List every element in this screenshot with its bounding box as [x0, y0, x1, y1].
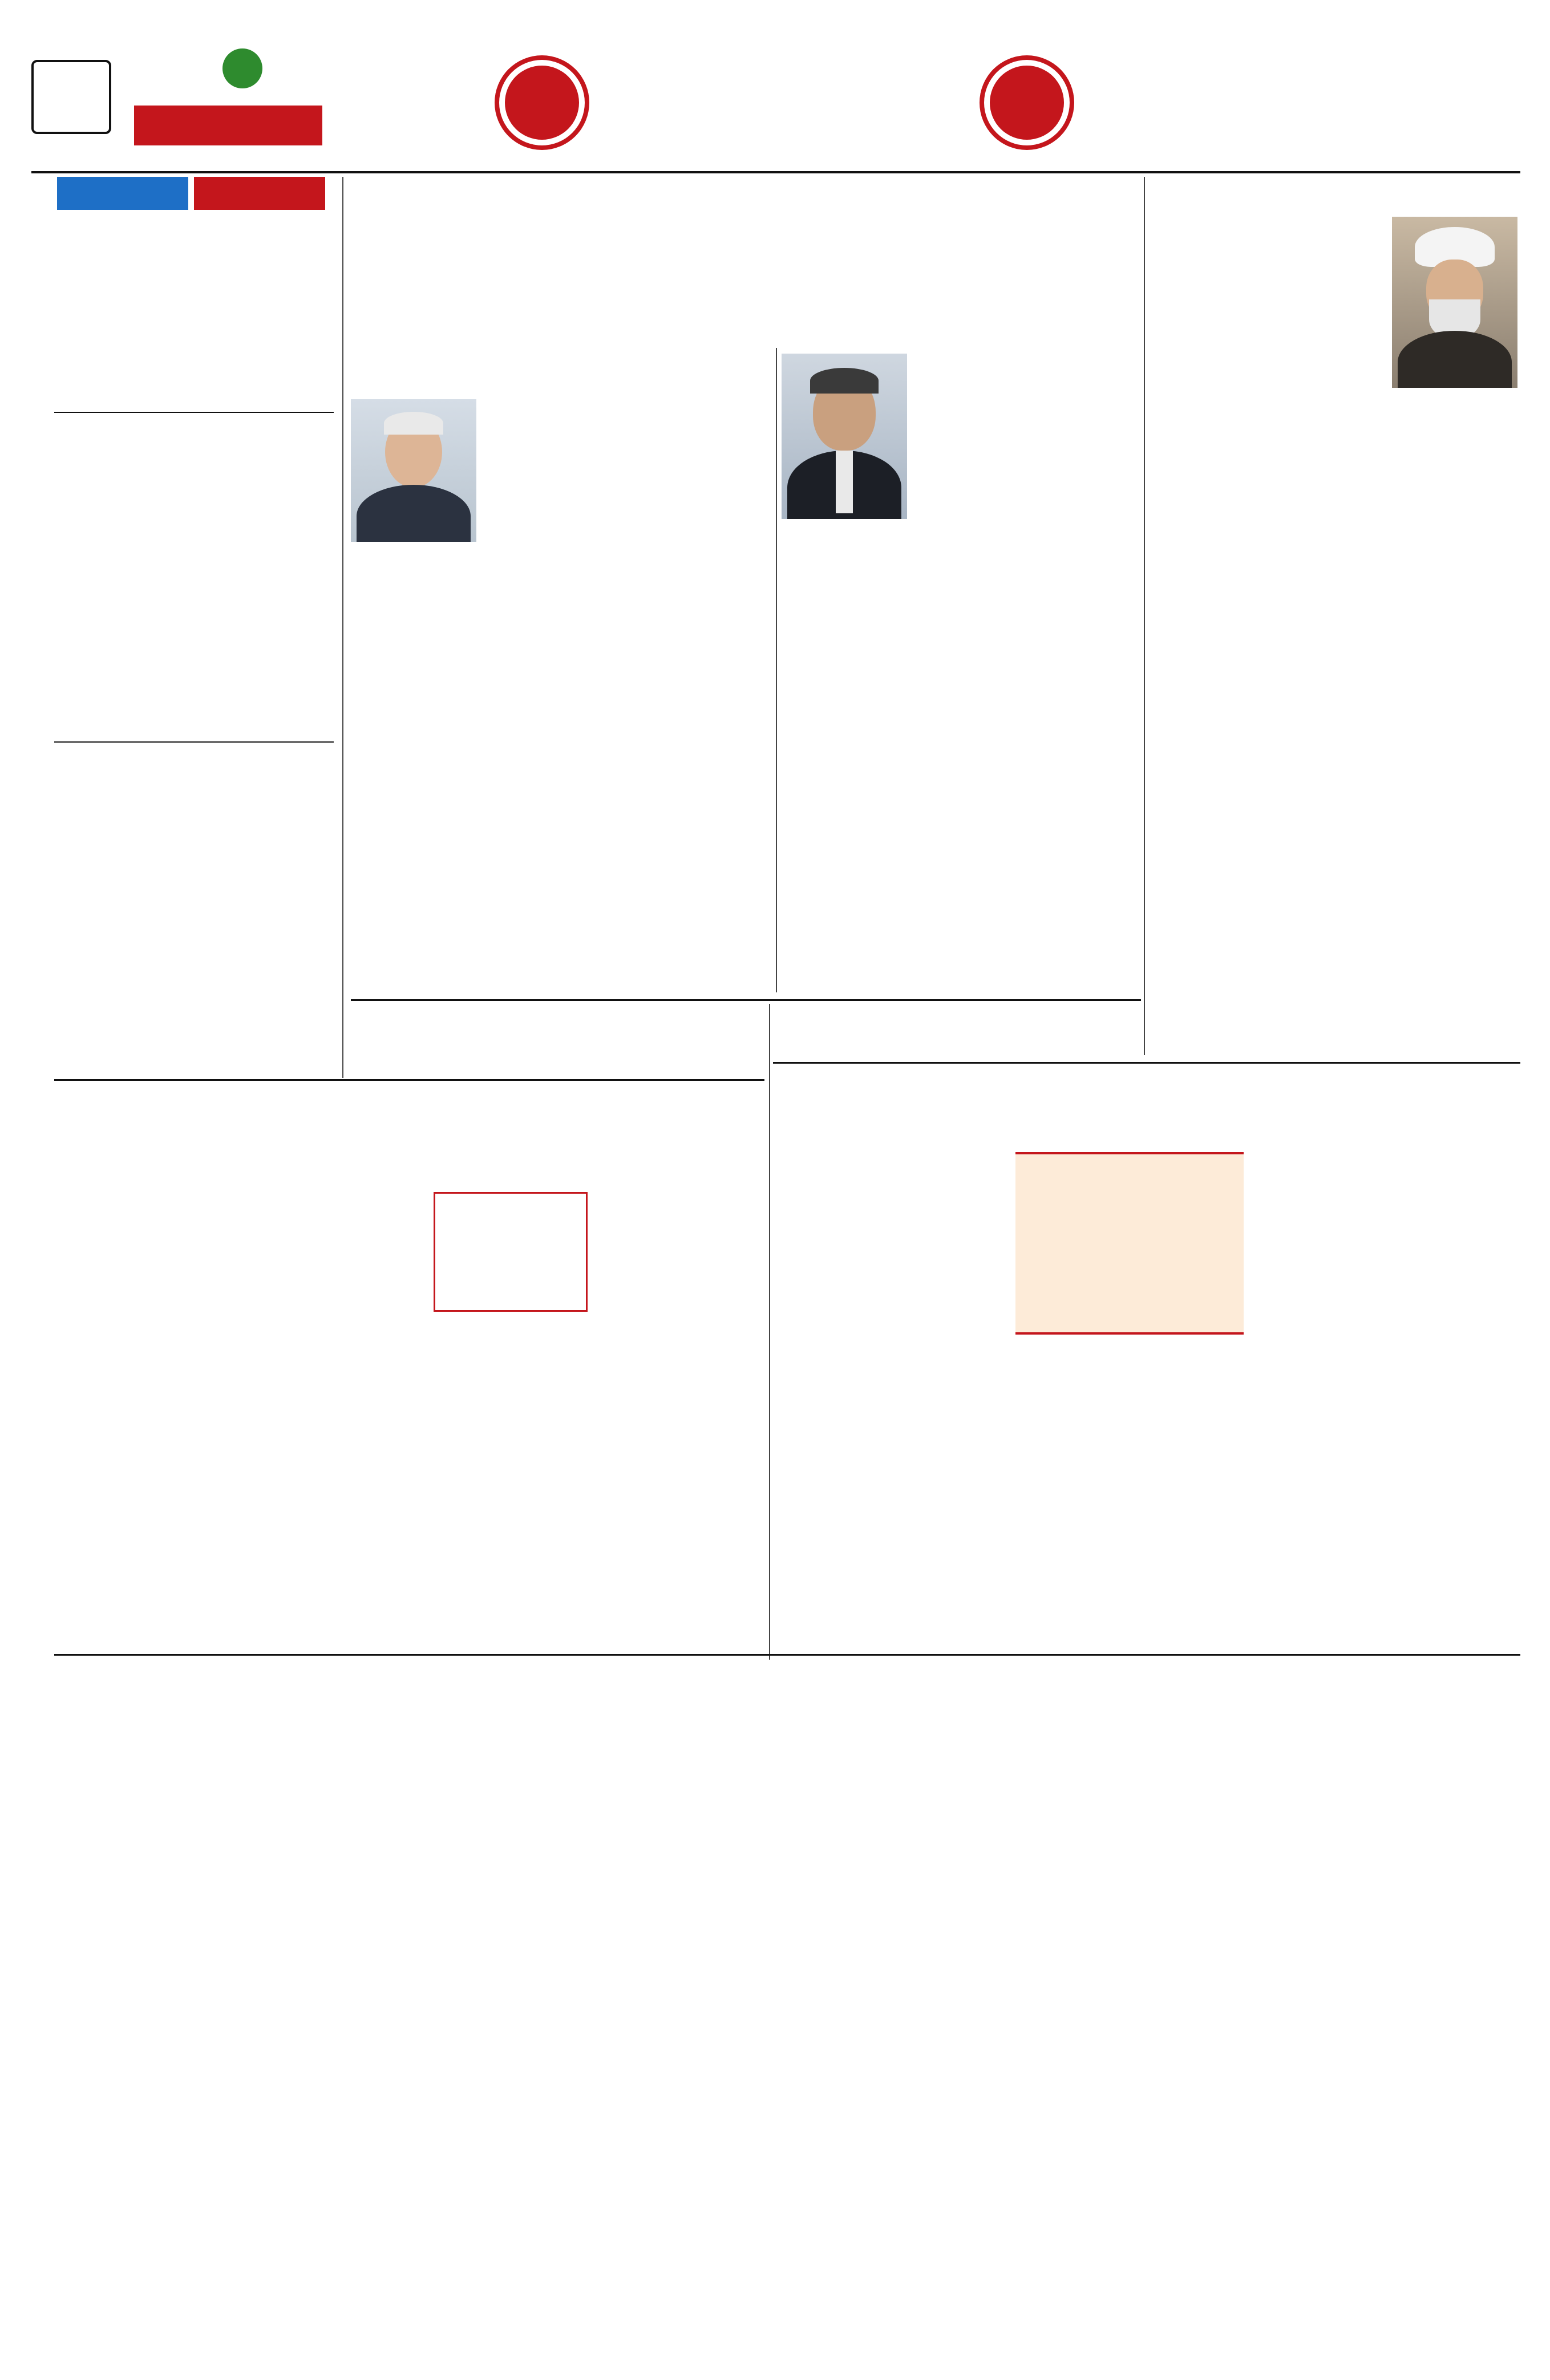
column-rule [776, 348, 777, 992]
hamas-story-body [1255, 1067, 1515, 1648]
briefs-tab-mukhtasar [194, 177, 325, 210]
cia-story-body-2 [351, 548, 476, 992]
palestine-story-body [593, 1132, 764, 1648]
cia-headline [351, 349, 770, 389]
hamas-story-body-2 [1015, 1078, 1244, 1149]
jordan-headline-text [1315, 1660, 1517, 1797]
column-rule [342, 177, 343, 1078]
section-rule [773, 1062, 1520, 1064]
palestine-story-body-4 [54, 1132, 428, 1648]
paper-logo [134, 106, 322, 145]
naim-story-body [1152, 217, 1386, 388]
hamas-story-body-4 [776, 1078, 1007, 1648]
lead-subheadline [351, 277, 1138, 328]
column-rule [1144, 177, 1145, 1055]
brief-economy [54, 747, 334, 1072]
cia-story-body [482, 399, 770, 992]
hamas-story-body-3 [1015, 1340, 1244, 1648]
sun-emblem-left [505, 66, 579, 140]
hamas-pullquote [1015, 1152, 1244, 1335]
araghchi-photo [782, 354, 907, 519]
briefs-tab-khabrein [57, 177, 188, 210]
naim-headline [1152, 177, 1517, 211]
section-title-urdu [1132, 60, 1520, 145]
section-rule [54, 1079, 764, 1081]
burns-photo [351, 399, 476, 542]
palestine-box [434, 1192, 588, 1312]
page-number [31, 60, 111, 134]
section-rule [351, 999, 1141, 1001]
lead-story-body [913, 348, 1135, 992]
lead-story-body-2 [782, 525, 907, 992]
masthead [31, 48, 1520, 171]
masthead-rule [31, 171, 1520, 173]
hamas-headline [773, 1004, 1509, 1061]
divider [54, 412, 334, 413]
sun-emblem-right [990, 66, 1064, 140]
palestine-story-body-2 [434, 1132, 588, 1189]
naim-photo [1392, 217, 1517, 388]
masthead-badge [222, 48, 262, 88]
palestine-headline [351, 1082, 764, 1128]
naim-story-body-2 [1152, 394, 1517, 1038]
palestine-story-body-3 [434, 1317, 588, 1648]
divider [54, 741, 334, 743]
lead-headline [351, 177, 1138, 274]
column-rule [769, 1004, 770, 1660]
row3-top-rule-real [54, 1654, 1520, 1656]
brief-hezbollah [54, 417, 334, 737]
brief-saudi [54, 217, 334, 405]
